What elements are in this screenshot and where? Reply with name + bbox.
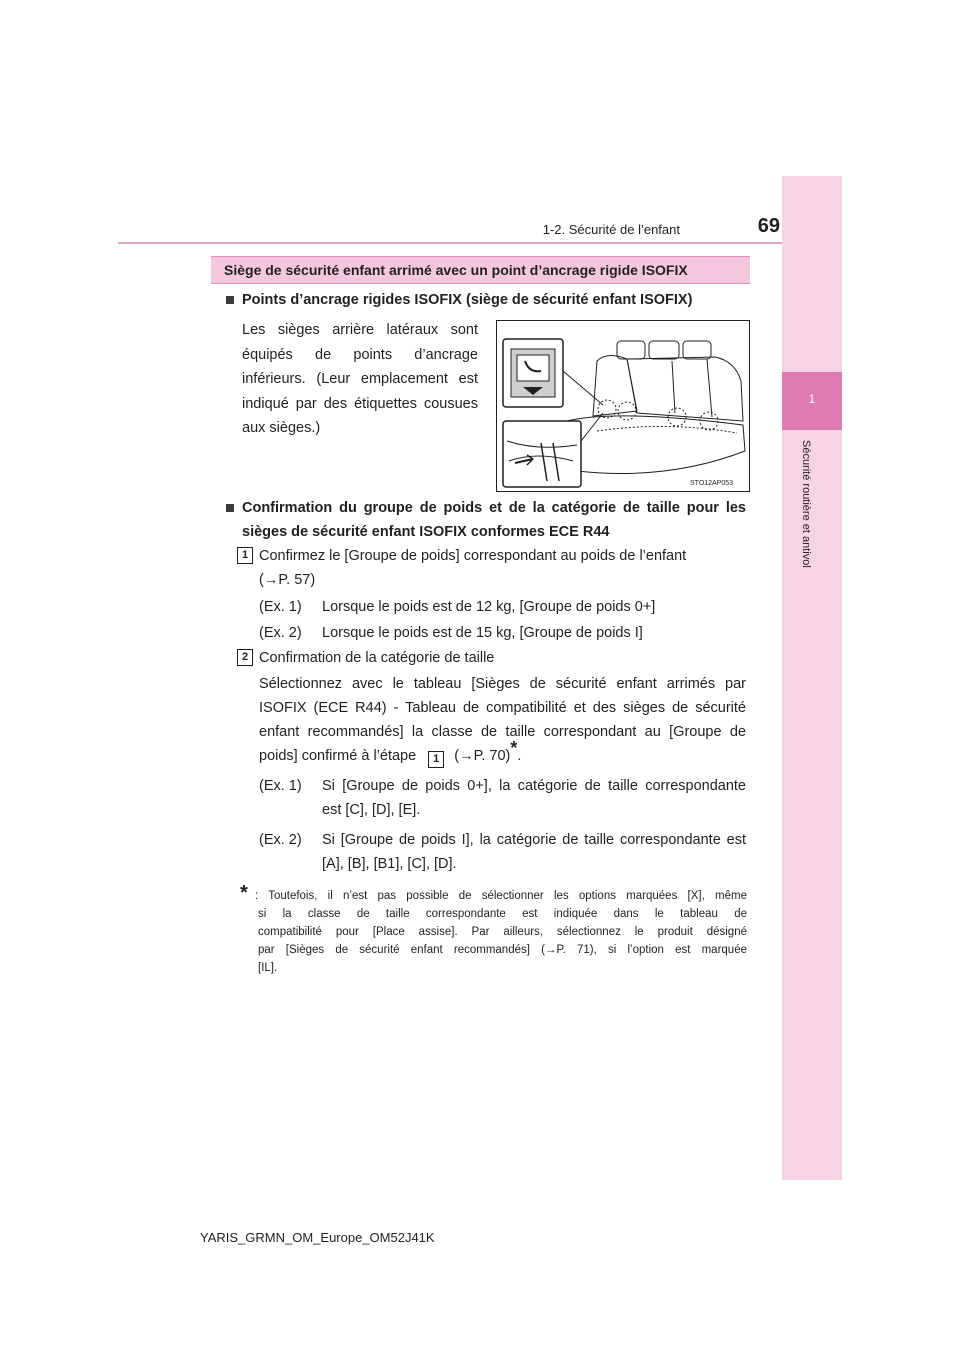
step-2-example-1-line2: est [C], [D], [E]. [322,802,421,818]
step-1-example-1-text: Lorsque le poids est de 12 kg, [Groupe de poids 0+] [322,599,656,615]
step-2-example-2-line1: Si [Groupe de poids I], la catégorie de taille correspondante est [322,832,746,848]
figure-code: STO12AP053 [690,480,734,487]
document-code: YARIS_GRMN_OM_Europe_OM52J41K [200,1230,435,1245]
step-1-example-2-text: Lorsque le poids est de 15 kg, [Groupe de poids I] [322,625,643,641]
footnote-line: compatibilité pour [Place assise]. Par ailleurs, sélectionnez le produit désigné [258,926,747,938]
step-2-example-1-line1: Si [Groupe de poids 0+], la catégorie de taille correspondante [322,778,746,794]
section-bar-title: Siège de sécurité enfant arrimé avec un point d’ancrage rigide ISOFIX [224,262,688,278]
footnote-line: par [Sièges de sécurité enfant recommandés] (→P. 71), si l’option est marquée [258,944,747,956]
footnote-line: [IL]. [258,962,278,974]
step-2-page-reference: (→P. 70) [454,748,511,764]
step-2-paragraph-line: enfant recommandés] la classe de taille correspondant au [Groupe de [259,724,746,740]
page-number: 69 [757,215,780,237]
isofix-description [242,318,478,441]
header-rule [118,242,782,244]
rear-seat-drawing [497,321,749,491]
step-2-paragraph-line: Sélectionnez avec le tableau [Sièges de sécurité enfant arrimés par [259,676,746,692]
step-2-example-2-line2: [A], [B], [B1], [C], [D]. [322,856,457,872]
step-1-text: Confirmez le [Groupe de poids] correspondant au poids de l’enfant [259,548,687,564]
section-title: 1-2. Sécurité de l’enfant [542,222,680,237]
step-2-example-1-label: (Ex. 1) [259,778,302,794]
chapter-side-tab [782,176,842,1180]
rear-seat-isofix-illustration [496,320,750,492]
step-1-inline-badge: 1 [428,751,444,768]
sentence-end: . [517,748,522,764]
step-2-paragraph-last-line [259,738,749,768]
heading-marker-icon [226,504,234,512]
footnote-star-mark: * [510,738,518,759]
description-line: inférieurs. (Leur emplacement est [242,371,478,387]
description-line: aux sièges.) [242,420,321,436]
step-1-example-2-label: (Ex. 2) [259,625,302,641]
step-2-paragraph-text: poids] confirmé à l’étape [259,748,417,764]
footnote-line: : Toutefois, il n’est pas possible de sélectionner les options marquées [X], même [255,890,747,902]
step-2-text: Confirmation de la catégorie de taille [259,650,495,666]
heading-marker-icon [226,296,234,304]
step-1-reference: (→P. 57) [259,572,316,588]
footnote-line: si la classe de taille correspondante est indiquée dans le tableau de [258,908,747,920]
chapter-number: 1 [808,392,816,406]
heading-isofix-anchors: Points d’ancrage rigides ISOFIX (siège de sécurité enfant ISOFIX) [242,292,693,308]
step-2-paragraph-line: ISOFIX (ECE R44) - Tableau de compatibilité et des sièges de sécurité [259,700,746,716]
description-line: équipés de points d’ancrage [242,346,478,363]
description-line: indiqué par des étiquettes cousues [242,395,478,412]
description-line: Les sièges arrière latéraux sont [242,322,478,338]
heading-weight-group-line2: sièges de sécurité enfant ISOFIX conformes ECE R44 [242,524,610,540]
step-1-example-1-label: (Ex. 1) [259,599,302,615]
chapter-title: Sécurité routière et antivol [800,440,812,568]
step-2-example-2-label: (Ex. 2) [259,832,302,848]
footnote-star: * [240,882,248,904]
heading-weight-group-line1: Confirmation du groupe de poids et de la catégorie de taille pour les [242,500,746,516]
step-1-badge: 1 [237,547,253,564]
step-2-badge: 2 [237,649,253,666]
